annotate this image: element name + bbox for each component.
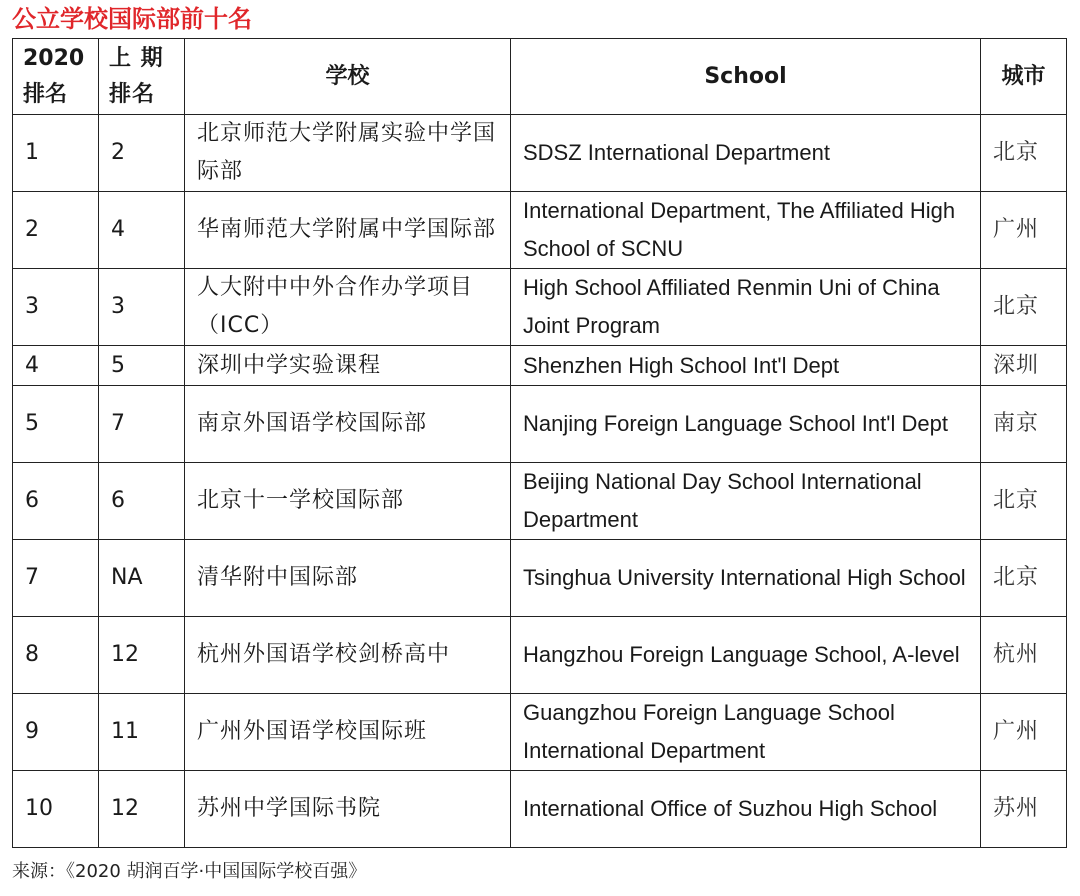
prev-rank-cell: 3 [99,269,185,346]
prev-rank-cell: 12 [99,771,185,848]
prev-rank-cell: 6 [99,463,185,540]
school-cn-cell: 南京外国语学校国际部 [185,386,511,463]
school-en-cell: Beijing National Day School International Department [511,463,981,540]
school-en-cell: International Office of Suzhou High School [511,771,981,848]
rank-cell: 9 [13,694,99,771]
rank-cell: 10 [13,771,99,848]
rank-cell: 7 [13,540,99,617]
school-cn-cell: 深圳中学实验课程 [185,346,511,386]
city-cell: 北京 [981,269,1067,346]
source-note: 来源：《2020 胡润百学·中国国际学校百强》 [12,861,367,882]
table-row [13,617,1067,694]
school-en-cell: High School Affiliated Renmin Uni of China Joint Program [511,269,981,346]
header-rank-2020 [13,39,99,115]
header-rank-2020-label: 2020 排名 [23,45,85,107]
school-cn-cell: 华南师范大学附属中学国际部 [185,192,511,269]
city-cell: 北京 [981,463,1067,540]
rank-cell: 6 [13,463,99,540]
school-en-cell: SDSZ International Department [511,115,981,192]
school-cn-cell: 广州外国语学校国际班 [185,694,511,771]
city-cell: 广州 [981,192,1067,269]
school-en-cell: Shenzhen High School Int'l Dept [511,346,981,386]
school-cn-cell: 北京十一学校国际部 [185,463,511,540]
rank-cell: 8 [13,617,99,694]
rank-cell: 4 [13,346,99,386]
school-en-cell: Tsinghua University International High School [511,540,981,617]
rank-cell: 1 [13,115,99,192]
city-cell: 北京 [981,540,1067,617]
school-cn-cell: 清华附中国际部 [185,540,511,617]
city-cell: 杭州 [981,617,1067,694]
prev-rank-cell: 2 [99,115,185,192]
table-header-row [13,39,1067,115]
school-en-cell: Nanjing Foreign Language School Int'l Dept [511,386,981,463]
header-prev-rank-label: 上 期 排名 [109,45,164,107]
school-cn-cell: 苏州中学国际书院 [185,771,511,848]
header-city: 城市 [981,39,1067,115]
table-row [13,540,1067,617]
table-row [13,115,1067,192]
table-row [13,386,1067,463]
header-school-cn: 学校 [185,39,511,115]
rank-cell: 5 [13,386,99,463]
school-cn-cell: 北京师范大学附属实验中学国际部 [185,115,511,192]
table-row [13,463,1067,540]
prev-rank-cell: 11 [99,694,185,771]
table-body [13,115,1067,848]
city-cell: 北京 [981,115,1067,192]
school-cn-cell: 人大附中中外合作办学项目（ICC） [185,269,511,346]
school-cn-cell: 杭州外国语学校剑桥高中 [185,617,511,694]
city-cell: 苏州 [981,771,1067,848]
table-row [13,269,1067,346]
school-en-cell: Guangzhou Foreign Language School International Department [511,694,981,771]
header-prev-rank [99,39,185,115]
prev-rank-cell: 4 [99,192,185,269]
prev-rank-cell: NA [99,540,185,617]
city-cell: 深圳 [981,346,1067,386]
prev-rank-cell: 7 [99,386,185,463]
school-en-cell: Hangzhou Foreign Language School, A-level [511,617,981,694]
table-row [13,694,1067,771]
rank-cell: 2 [13,192,99,269]
prev-rank-cell: 5 [99,346,185,386]
table-row [13,346,1067,386]
page-title: 公立学校国际部前十名 [12,5,252,33]
rank-cell: 3 [13,269,99,346]
ranking-table [12,38,1067,848]
school-en-cell: International Department, The Affiliated High School of SCNU [511,192,981,269]
prev-rank-cell: 12 [99,617,185,694]
city-cell: 南京 [981,386,1067,463]
header-school-en: School [511,39,981,115]
city-cell: 广州 [981,694,1067,771]
table-row [13,192,1067,269]
table-row [13,771,1067,848]
